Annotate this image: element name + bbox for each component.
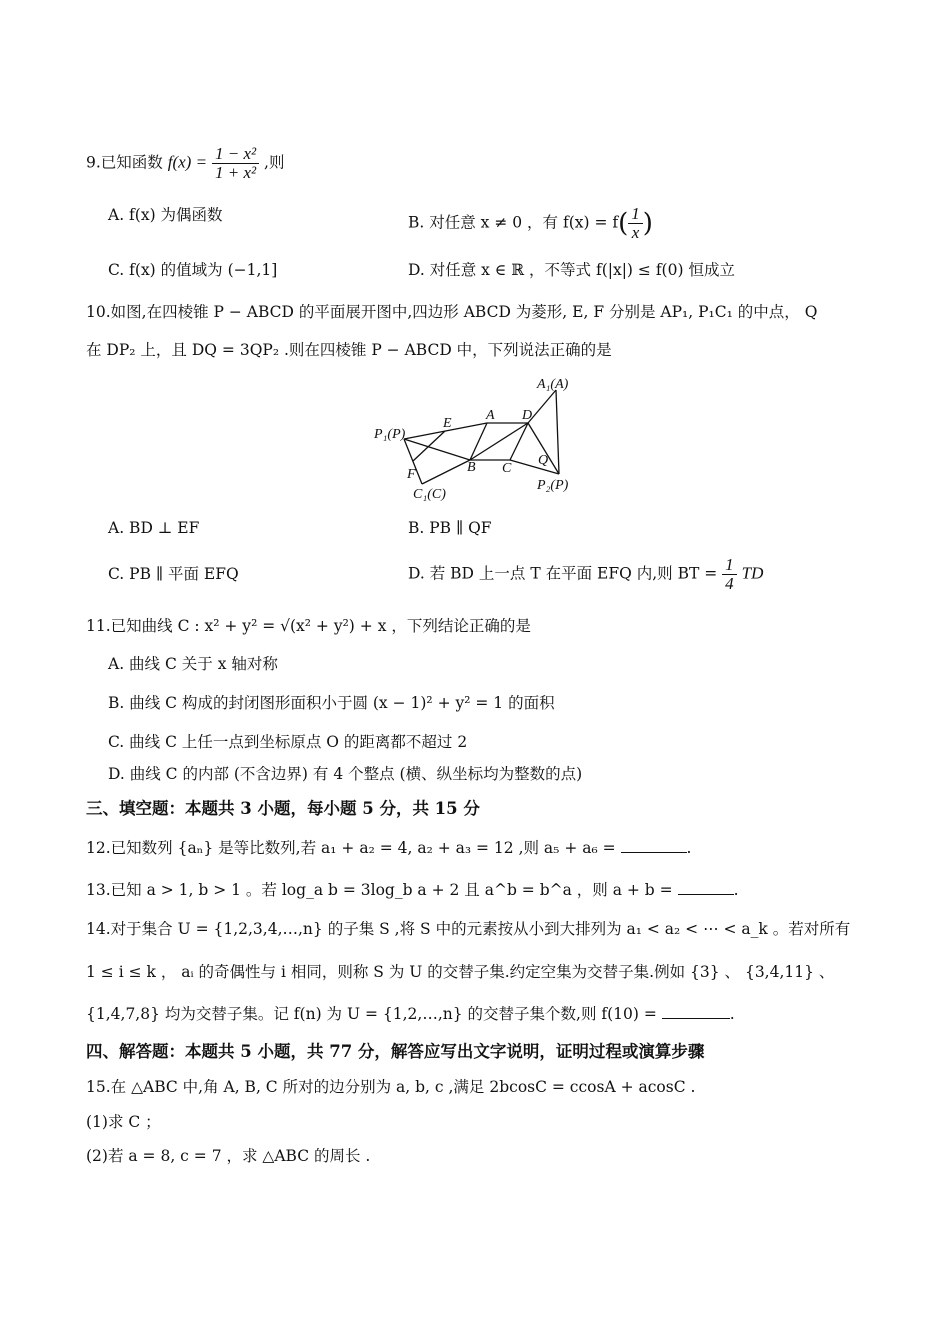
label-p2: P₂(P) — [537, 478, 569, 493]
q9-b-fraction: $\frac{1}{x}$ — [628, 205, 643, 242]
q9-option-c: C. f(x) 的值域为 (−1,1] — [108, 261, 278, 279]
label-p1: P₁(P) — [374, 427, 406, 442]
q10-option-c: C. PB ∥ 平面 EFQ — [108, 565, 239, 583]
q9-stem: 9.已知函数 f(x) = $\frac{\text{1 − x²}}{\text{1 + x²}}$ ,则 — [86, 144, 285, 182]
q10-stem-line1: 10.如图,在四棱锥 P − ABCD 的平面展开图中,四边形 ABCD 为菱形, E, F 分别是 AP₁, P₁C₁ 的中点， Q — [86, 303, 818, 321]
label-d: D — [522, 408, 533, 423]
section-4-heading: 四、解答题：本题共 5 小题，共 77 分，解答应写出文字说明，证明过程或演算步骤 — [86, 1042, 705, 1061]
label-a1: A₁(A) — [537, 377, 569, 392]
label-q: Q — [538, 453, 549, 468]
label-e: E — [443, 416, 452, 431]
q12: 12.已知数列 {aₙ} 是等比数列,若 a₁ + a₂ = 4, a₂ + a₃ = 12 ,则 a₅ + a₆ = . — [86, 839, 692, 857]
q9-option-b: B. 对任意 x ≠ 0 ，有 f(x) = f( $\frac{1}{x}$ ) — [408, 204, 653, 242]
q14-line3: {1,4,7,8} 均为交替子集。记 f(n) 为 U = {1,2,…,n} 的交替子集个数,则 f(10) = . — [86, 1005, 735, 1023]
q15-stem: 15.在 △ABC 中,角 A, B, C 所对的边分别为 a, b, c ,满足 2bcosC = ccosA + acosC . — [86, 1078, 696, 1096]
q11-option-b: B. 曲线 C 构成的封闭图形面积小于圆 (x − 1)² + y² = 1 的面积 — [108, 694, 555, 712]
q15-part2: (2)若 a = 8, c = 7 ，求 △ABC 的周长 . — [86, 1147, 371, 1165]
q13-answer-blank — [678, 880, 734, 895]
label-a: A — [486, 408, 495, 423]
pyramid-net-figure — [360, 370, 600, 510]
q9-function: f(x) = — [167, 152, 208, 172]
label-c1: C₁(C) — [413, 487, 446, 502]
q14-answer-blank — [662, 1004, 730, 1019]
q12-answer-blank — [621, 838, 687, 853]
q11-stem: 11.已知曲线 C : x² + y² = √(x² + y²) + x ，下列结论正确的是 — [86, 617, 531, 635]
label-b: B — [467, 460, 476, 475]
q9-option-a: A. f(x) 为偶函数 — [108, 206, 223, 224]
q9-option-d: D. 对任意 x ∈ ℝ ，不等式 f(|x|) ≤ f(0) 恒成立 — [408, 261, 735, 279]
q9-fraction: $\frac{\text{1 − x²}}{\text{1 + x²}}$ — [212, 145, 259, 182]
q10-option-b: B. PB ∥ QF — [408, 519, 492, 537]
label-f: F — [407, 467, 416, 482]
q10-option-a: A. BD ⊥ EF — [108, 519, 200, 537]
label-c: C — [502, 461, 512, 476]
q10-d-fraction: $\frac{1}{4}$ — [722, 556, 737, 593]
q14-line1: 14.对于集合 U = {1,2,3,4,…,n} 的子集 S ,将 S 中的元素按从小到大排列为 a₁ < a₂ < ⋯ < a_k 。若对所有 — [86, 920, 851, 938]
q14-line2: 1 ≤ i ≤ k ， aᵢ 的奇偶性与 i 相同，则称 S 为 U 的交替子集.约定空集为交替子集.例如 {3} 、 {3,4,11} 、 — [86, 963, 835, 981]
section-3-heading: 三、填空题：本题共 3 小题，每小题 5 分，共 15 分 — [86, 799, 480, 818]
q15-part1: (1)求 C ； — [86, 1113, 161, 1131]
q11-option-d: D. 曲线 C 的内部 (不含边界) 有 4 个整点 (横、纵坐标均为整数的点) — [108, 765, 583, 783]
q13: 13.已知 a > 1, b > 1 。若 log_a b = 3log_b a + 2 且 a^b = b^a ，则 a + b = . — [86, 881, 739, 899]
q10-option-d: D. 若 BD 上一点 T 在平面 EFQ 内,则 BT = $\frac{1}{4}$ TD — [408, 555, 764, 593]
q11-option-c: C. 曲线 C 上任一点到坐标原点 O 的距离都不超过 2 — [108, 733, 468, 751]
q11-option-a: A. 曲线 C 关于 x 轴对称 — [108, 655, 278, 673]
q10-stem-line2: 在 DP₂ 上，且 DQ = 3QP₂ .则在四棱锥 P − ABCD 中，下列说法正确的是 — [86, 341, 612, 359]
